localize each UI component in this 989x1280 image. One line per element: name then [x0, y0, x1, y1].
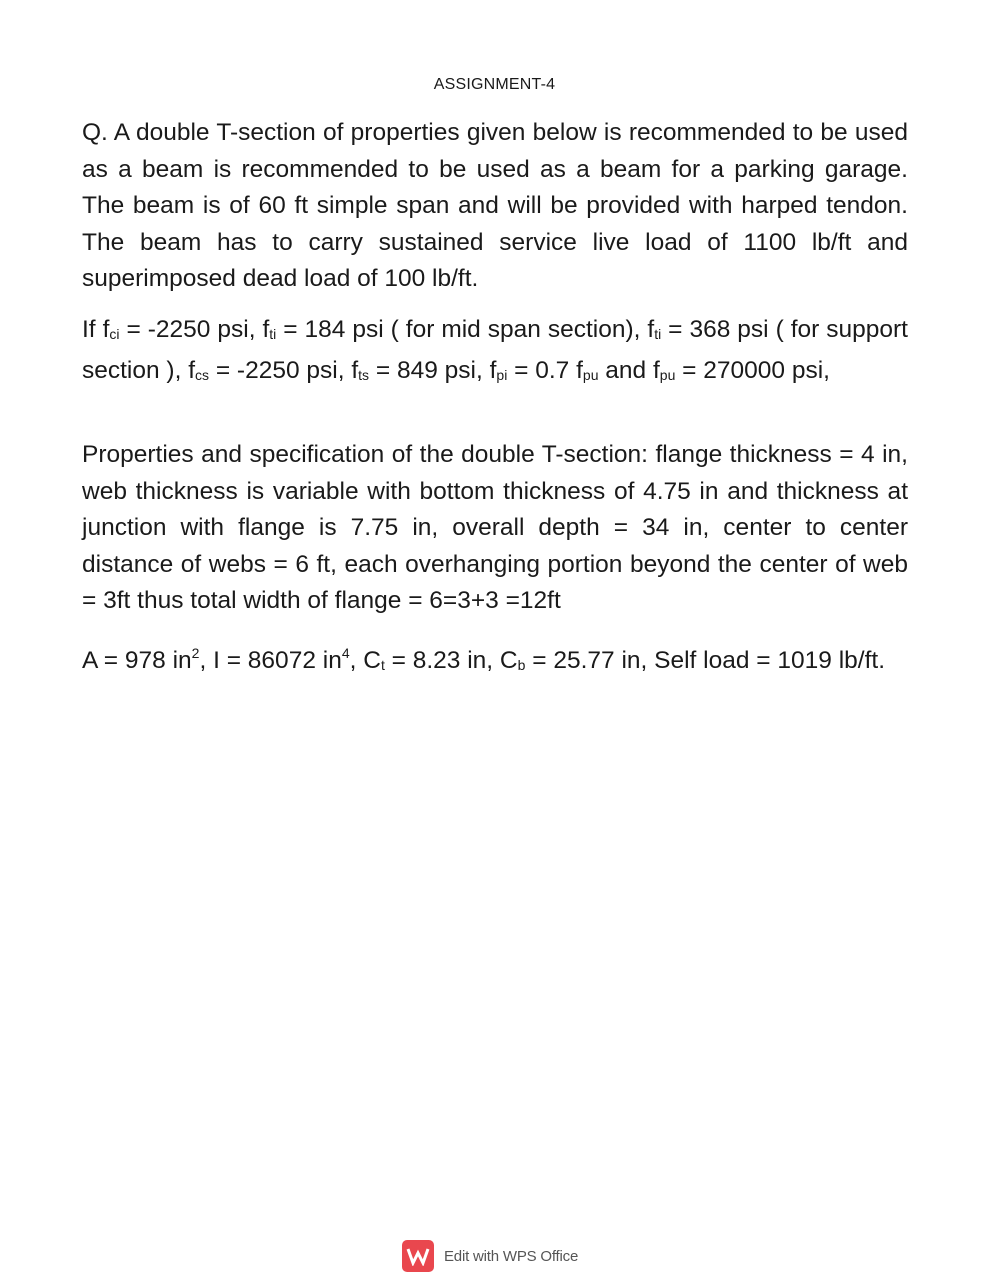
question-paragraph: Q. A double T-section of properties given below is recommended to be used as a beam is recommended to be used as a beam for a parking garage. The beam is of 60 ft simple span and will be provided with harped tendon. The beam has to carry sustained service live load of 1100 lb/ft and superimposed dead load of 100 lb/ft.: [82, 119, 908, 292]
area-exponent: 2: [191, 645, 200, 661]
wps-logo-icon: [402, 1240, 434, 1272]
section-properties-paragraph: A = 978 $in^2$, I = 86072 $in^4$, Ct = 8.23 in, Cb = 25.77 in, Self load = 1019 lb/ft.: [82, 645, 886, 674]
stress-limits-paragraph: If fci = -2250 psi, fti = 184 psi ( for mid span section), fti = 368 psi ( for support section ), fcs = -2250 psi, fts = 849 psi, fpi = 0.7 fpu and fpu = 270000 psi,: [82, 316, 908, 384]
assignment-title: ASSIGNMENT-4: [433, 76, 556, 93]
fpu-subscript: pu: [582, 366, 599, 383]
fcs-subscript: cs: [195, 366, 210, 383]
cb-subscript: b: [517, 657, 526, 673]
fci-subscript: ci: [109, 326, 120, 342]
wps-edit-link[interactable]: [402, 1240, 578, 1272]
fpu-subscript-2: pu: [659, 366, 676, 383]
inertia-exponent: 4: [341, 645, 350, 661]
fpi-subscript: pi: [496, 366, 508, 383]
ct-subscript: t: [380, 657, 385, 673]
wps-edit-label: Edit with WPS Office: [444, 1247, 579, 1265]
properties-paragraph: Properties and specification of the double T-section: flange thickness = 4 in, web thickness is variable with bottom thickness of 4.75 in and thickness at junction with flange is 7.75 in, overall depth = 34 in, center to center distance of webs = 6 ft, each overhanging portion beyond the center of web = 3ft thus total width of flange = 6=3+3 =12ft: [82, 441, 908, 614]
fts-subscript: ts: [358, 366, 370, 383]
fti-subscript: ti: [269, 326, 277, 342]
fti-subscript-support: ti: [654, 326, 662, 342]
